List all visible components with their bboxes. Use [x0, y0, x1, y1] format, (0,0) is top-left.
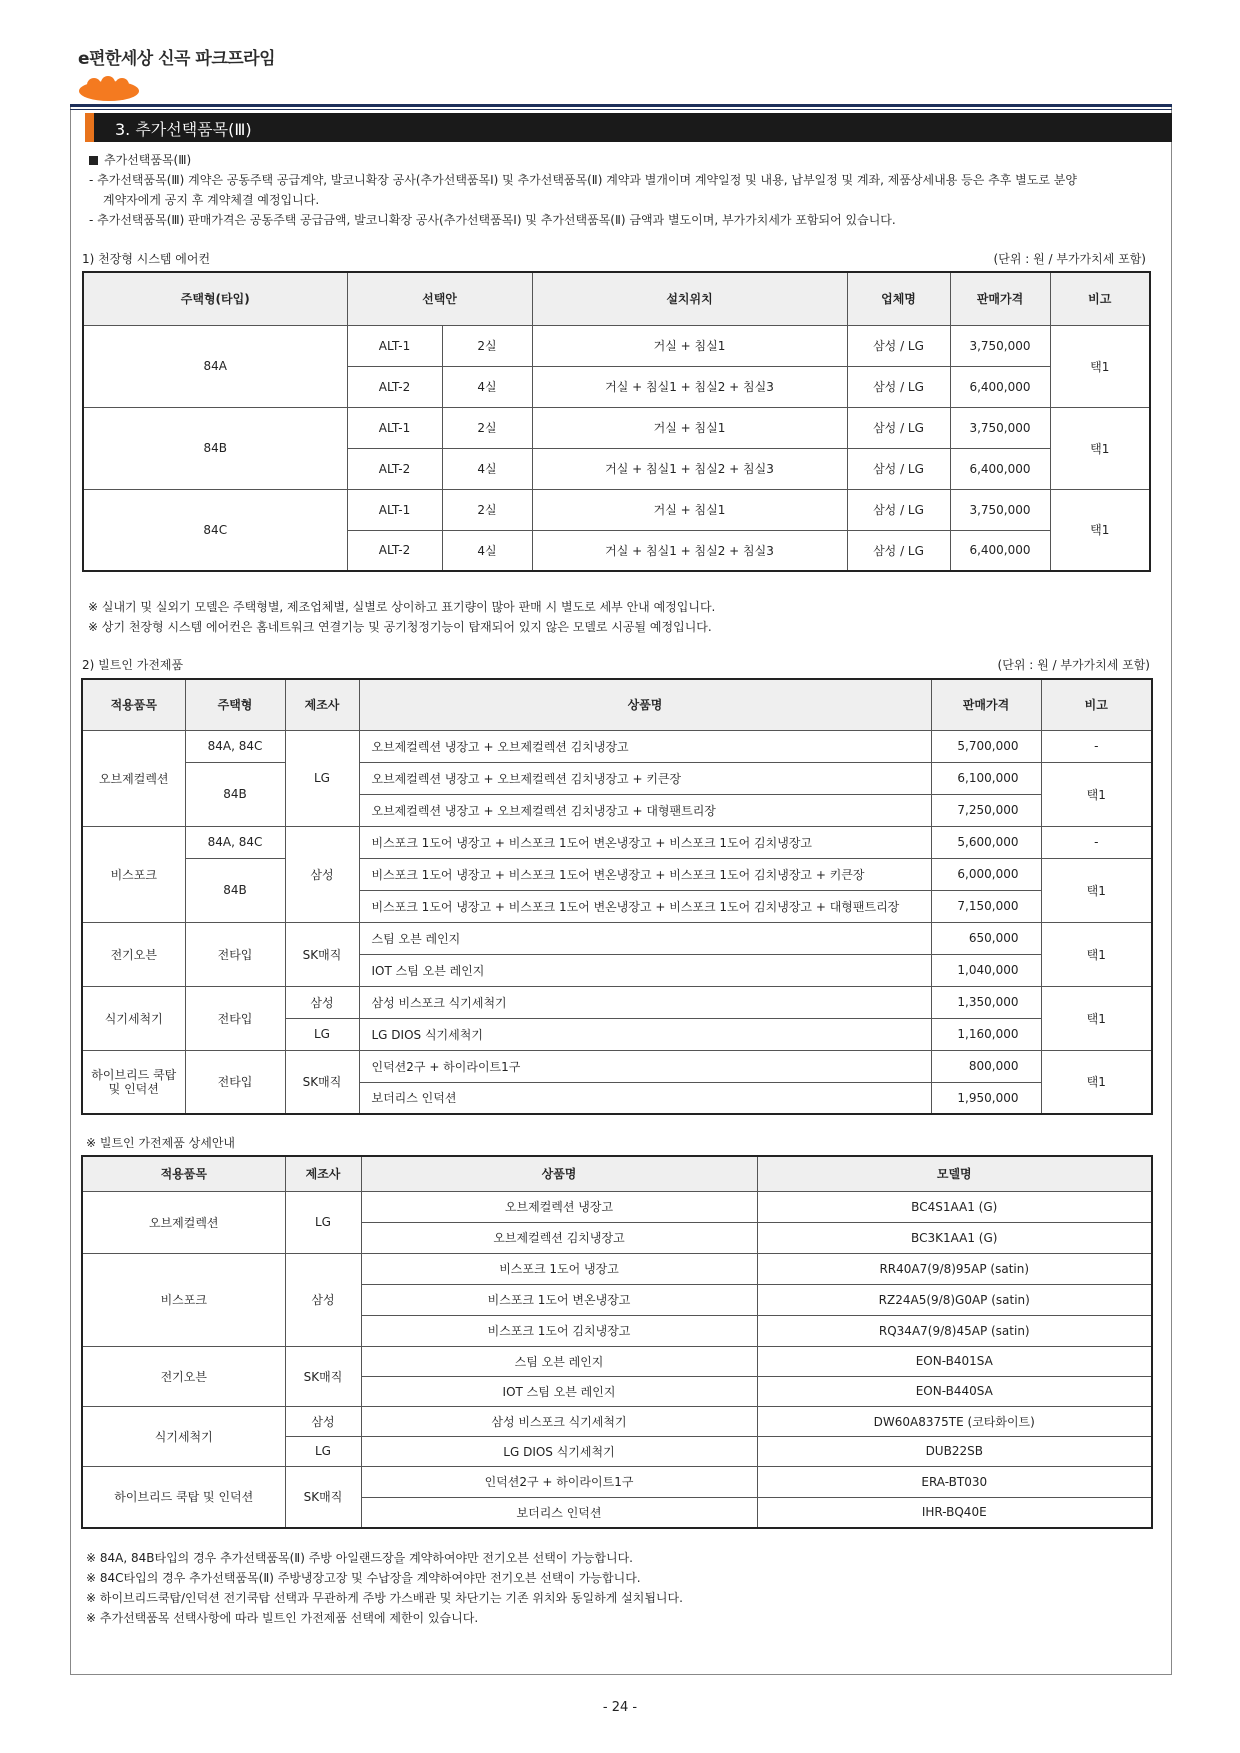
detail-model: RR40A7(9/8)95AP (satin): [757, 1253, 1152, 1284]
detail-header-item: 적용품목: [82, 1156, 285, 1191]
builtin-product: 삼성 비스포크 식기세척기: [359, 986, 931, 1018]
builtin-type: 전타입: [185, 922, 285, 986]
builtin-type: 84B: [185, 762, 285, 826]
detail-maker: LG: [285, 1191, 361, 1253]
detail-product: 인덕션2구 + 하이라이트1구: [361, 1466, 757, 1497]
aircon-vendor: 삼성 / LG: [847, 489, 950, 530]
builtin-header-item: 적용품목: [82, 679, 185, 730]
section-accent: [85, 113, 94, 142]
brand-title: e편한세상 신곡 파크프라임: [78, 49, 276, 69]
aircon-location: 거실 + 침실1 + 침실2 + 침실3: [532, 530, 847, 571]
detail-maker: SK매직: [285, 1346, 361, 1406]
detail-model: RQ34A7(9/8)45AP (satin): [757, 1315, 1152, 1346]
aircon-alt: ALT-1: [347, 407, 442, 448]
builtin-note: 택1: [1041, 922, 1152, 986]
builtin-maker: SK매직: [285, 1050, 359, 1114]
builtin-price: 1,350,000: [931, 986, 1041, 1018]
table-row: [83, 325, 1150, 366]
builtin-product: 비스포크 1도어 냉장고 + 비스포크 1도어 변온냉장고 + 비스포크 1도어 김치냉장고: [359, 826, 931, 858]
detail-header-model: 모델명: [757, 1156, 1152, 1191]
detail-model: BC3K1AA1 (G): [757, 1222, 1152, 1253]
builtin-maker: SK매직: [285, 922, 359, 986]
builtin-item: 비스포크: [82, 826, 185, 922]
aircon-alt: ALT-1: [347, 325, 442, 366]
intro-heading: [89, 150, 191, 170]
table-row: [82, 986, 1152, 1018]
detail-product: IOT 스팀 오븐 레인지: [361, 1376, 757, 1406]
aircon-location: 거실 + 침실1: [532, 489, 847, 530]
builtin-item: 식기세척기: [82, 986, 185, 1050]
detail-maker: SK매직: [285, 1466, 361, 1528]
builtin-product: 비스포크 1도어 냉장고 + 비스포크 1도어 변온냉장고 + 비스포크 1도어 김치냉장고 + 대형팬트리장: [359, 890, 931, 922]
aircon-vendor: 삼성 / LG: [847, 407, 950, 448]
detail-model: EON-B440SA: [757, 1376, 1152, 1406]
builtin-price: 6,100,000: [931, 762, 1041, 794]
table-row: [82, 922, 1152, 954]
builtin-product: 오브제컬렉션 냉장고 + 오브제컬렉션 김치냉장고 + 대형팬트리장: [359, 794, 931, 826]
table-row: [82, 1191, 1152, 1222]
aircon-header-note: 비고: [1050, 272, 1150, 325]
aircon-vendor: 삼성 / LG: [847, 448, 950, 489]
detail-model: IHR-BQ40E: [757, 1497, 1152, 1528]
intro-line-1b: 계약자에게 공지 후 계약체결 예정입니다.: [103, 193, 320, 207]
builtin-maker: LG: [285, 1018, 359, 1050]
aircon-type: 84A: [83, 325, 347, 407]
builtin-maker: LG: [285, 730, 359, 826]
detail-model: DW60A8375TE (코타화이트): [757, 1406, 1152, 1436]
table-row: [82, 1406, 1152, 1436]
builtin-price: 7,250,000: [931, 794, 1041, 826]
detail-item: 하이브리드 쿡탑 및 인덕션: [82, 1466, 285, 1528]
square-bullet-icon: [89, 156, 98, 165]
builtin-maker: 삼성: [285, 826, 359, 922]
aircon-vendor: 삼성 / LG: [847, 366, 950, 407]
header-rule-thin: [70, 109, 1172, 110]
detail-product: 스팀 오븐 레인지: [361, 1346, 757, 1376]
table-row: [82, 826, 1152, 858]
detail-maker: 삼성: [285, 1406, 361, 1436]
builtin-price: 1,040,000: [931, 954, 1041, 986]
intro-line-1: - 추가선택품목(Ⅲ) 계약은 공동주택 공급계약, 발코니확장 공사(추가선택품목Ⅰ) 및 추가선택품목(Ⅱ) 계약과 별개이며 계약일정 및 내용, 납부일정 및 계좌, 제품상세내용 등은 추후 별도로 분양: [89, 173, 1077, 187]
detail-product: 삼성 비스포크 식기세척기: [361, 1406, 757, 1436]
aircon-title: 1) 천장형 시스템 에어컨: [82, 252, 211, 266]
aircon-alt: ALT-2: [347, 448, 442, 489]
aircon-note-2: ※ 상기 천장형 시스템 에어컨은 홈네트워크 연결기능 및 공기청정기능이 탑재되어 있지 않은 모델로 시공될 예정입니다.: [88, 620, 712, 634]
detail-model: EON-B401SA: [757, 1346, 1152, 1376]
builtin-item: 하이브리드 쿡탑 및 인덕션: [82, 1050, 185, 1114]
aircon-location: 거실 + 침실1 + 침실2 + 침실3: [532, 366, 847, 407]
intro-line-2: - 추가선택품목(Ⅲ) 판매가격은 공동주택 공급금액, 발코니확장 공사(추가선택품목Ⅰ) 및 추가선택품목(Ⅱ) 금액과 별도이며, 부가가치세가 포함되어 있습니다.: [89, 213, 896, 227]
builtin-product: 오브제컬렉션 냉장고 + 오브제컬렉션 김치냉장고: [359, 730, 931, 762]
aircon-price: 6,400,000: [950, 366, 1050, 407]
detail-maker: LG: [285, 1436, 361, 1466]
builtin-product: 비스포크 1도어 냉장고 + 비스포크 1도어 변온냉장고 + 비스포크 1도어 김치냉장고 + 키큰장: [359, 858, 931, 890]
builtin-product: 인덕션2구 + 하이라이트1구: [359, 1050, 931, 1082]
table-row: [82, 1346, 1152, 1376]
builtin-product: LG DIOS 식기세척기: [359, 1018, 931, 1050]
builtin-note: 택1: [1041, 1050, 1152, 1114]
builtin-unit: (단위 : 원 / 부가가치세 포함): [997, 658, 1150, 672]
builtin-product: IOT 스팀 오븐 레인지: [359, 954, 931, 986]
table-row: [82, 762, 1152, 794]
aircon-price: 3,750,000: [950, 325, 1050, 366]
section-title: 3. 추가선택품목(Ⅲ): [115, 120, 252, 139]
detail-note-3: ※ 하이브리드쿡탑/인덕션 전기쿡탑 선택과 무관하게 주방 가스배관 및 차단기는 기존 위치와 동일하게 설치됩니다.: [86, 1591, 683, 1605]
aircon-alt: ALT-1: [347, 489, 442, 530]
detail-item: 전기오븐: [82, 1346, 285, 1406]
detail-item: 비스포크: [82, 1253, 285, 1346]
aircon-note: 택1: [1050, 407, 1150, 489]
builtin-note: 택1: [1041, 762, 1152, 826]
builtin-item: 오브제컬렉션: [82, 730, 185, 826]
builtin-header-maker: 제조사: [285, 679, 359, 730]
builtin-product: 오브제컬렉션 냉장고 + 오브제컬렉션 김치냉장고 + 키큰장: [359, 762, 931, 794]
aircon-rooms: 4실: [442, 530, 532, 571]
builtin-product: 스팀 오븐 레인지: [359, 922, 931, 954]
detail-item: 오브제컬렉션: [82, 1191, 285, 1253]
builtin-price: 5,700,000: [931, 730, 1041, 762]
table-row: [82, 858, 1152, 890]
aircon-price: 3,750,000: [950, 489, 1050, 530]
detail-item: 식기세척기: [82, 1406, 285, 1466]
builtin-table: [81, 678, 1153, 1115]
builtin-note: -: [1041, 730, 1152, 762]
builtin-type: 전타입: [185, 986, 285, 1050]
detail-maker: 삼성: [285, 1253, 361, 1346]
aircon-alt: ALT-2: [347, 530, 442, 571]
aircon-rooms: 4실: [442, 366, 532, 407]
aircon-alt: ALT-2: [347, 366, 442, 407]
header-rule: [70, 104, 1172, 107]
detail-note-2: ※ 84C타입의 경우 추가선택품목(Ⅱ) 주방냉장고장 및 수납장을 계약하여야만 전기오븐 선택이 가능합니다.: [86, 1571, 641, 1585]
detail-model: DUB22SB: [757, 1436, 1152, 1466]
aircon-rooms: 2실: [442, 407, 532, 448]
intro-heading-text: 추가선택품목(Ⅲ): [104, 153, 192, 167]
aircon-vendor: 삼성 / LG: [847, 325, 950, 366]
aircon-location: 거실 + 침실1 + 침실2 + 침실3: [532, 448, 847, 489]
detail-note-4: ※ 추가선택품목 선택사항에 따라 빌트인 가전제품 선택에 제한이 있습니다.: [86, 1611, 479, 1625]
brand-logo-icon: [78, 76, 140, 102]
section-header: [85, 113, 1172, 142]
table-row: [82, 1050, 1152, 1082]
aircon-header-location: 설치위치: [532, 272, 847, 325]
detail-header-maker: 제조사: [285, 1156, 361, 1191]
detail-header-product: 상품명: [361, 1156, 757, 1191]
detail-product: 비스포크 1도어 냉장고: [361, 1253, 757, 1284]
aircon-header-option: 선택안: [347, 272, 532, 325]
builtin-item: 전기오븐: [82, 922, 185, 986]
aircon-note: 택1: [1050, 325, 1150, 407]
detail-model: ERA-BT030: [757, 1466, 1152, 1497]
builtin-price: 6,000,000: [931, 858, 1041, 890]
builtin-type: 84A, 84C: [185, 826, 285, 858]
builtin-price: 800,000: [931, 1050, 1041, 1082]
page-number: - 24 -: [602, 1700, 638, 1715]
aircon-table: [82, 271, 1151, 572]
table-row: [82, 1253, 1152, 1284]
builtin-price: 1,950,000: [931, 1082, 1041, 1114]
builtin-price: 650,000: [931, 922, 1041, 954]
detail-note-1: ※ 84A, 84B타입의 경우 추가선택품목(Ⅱ) 주방 아일랜드장을 계약하여야만 전기오븐 선택이 가능합니다.: [86, 1551, 633, 1565]
table-row: [82, 730, 1152, 762]
aircon-unit: (단위 : 원 / 부가가치세 포함): [993, 252, 1146, 266]
aircon-header-type: 주택형(타입): [83, 272, 347, 325]
aircon-header-price: 판매가격: [950, 272, 1050, 325]
table-row: [83, 489, 1150, 530]
detail-product: 오브제컬렉션 김치냉장고: [361, 1222, 757, 1253]
builtin-price: 5,600,000: [931, 826, 1041, 858]
aircon-type: 84C: [83, 489, 347, 571]
builtin-note: -: [1041, 826, 1152, 858]
builtin-title: 2) 빌트인 가전제품: [82, 658, 184, 672]
detail-product: 비스포크 1도어 변온냉장고: [361, 1284, 757, 1315]
builtin-header-price: 판매가격: [931, 679, 1041, 730]
builtin-price: 7,150,000: [931, 890, 1041, 922]
builtin-price: 1,160,000: [931, 1018, 1041, 1050]
builtin-maker: 삼성: [285, 986, 359, 1018]
builtin-note: 택1: [1041, 986, 1152, 1050]
aircon-price: 3,750,000: [950, 407, 1050, 448]
builtin-header-product: 상품명: [359, 679, 931, 730]
detail-product: LG DIOS 식기세척기: [361, 1436, 757, 1466]
table-row: [82, 1466, 1152, 1497]
table-row: [83, 407, 1150, 448]
aircon-vendor: 삼성 / LG: [847, 530, 950, 571]
aircon-rooms: 2실: [442, 325, 532, 366]
detail-table: [81, 1155, 1153, 1529]
detail-model: BC4S1AA1 (G): [757, 1191, 1152, 1222]
aircon-note-1: ※ 실내기 및 실외기 모델은 주택형별, 제조업체별, 실별로 상이하고 표기량이 많아 판매 시 별도로 세부 안내 예정입니다.: [88, 600, 716, 614]
aircon-location: 거실 + 침실1: [532, 407, 847, 448]
builtin-type: 전타입: [185, 1050, 285, 1114]
detail-product: 비스포크 1도어 김치냉장고: [361, 1315, 757, 1346]
builtin-product: 보더리스 인덕션: [359, 1082, 931, 1114]
builtin-header-type: 주택형: [185, 679, 285, 730]
aircon-note: 택1: [1050, 489, 1150, 571]
detail-title: ※ 빌트인 가전제품 상세안내: [86, 1136, 236, 1150]
aircon-price: 6,400,000: [950, 448, 1050, 489]
builtin-header-note: 비고: [1041, 679, 1152, 730]
aircon-location: 거실 + 침실1: [532, 325, 847, 366]
aircon-header-vendor: 업체명: [847, 272, 950, 325]
builtin-type: 84B: [185, 858, 285, 922]
detail-product: 보더리스 인덕션: [361, 1497, 757, 1528]
builtin-note: 택1: [1041, 858, 1152, 922]
detail-product: 오브제컬렉션 냉장고: [361, 1191, 757, 1222]
detail-model: RZ24A5(9/8)G0AP (satin): [757, 1284, 1152, 1315]
aircon-price: 6,400,000: [950, 530, 1050, 571]
aircon-rooms: 4실: [442, 448, 532, 489]
builtin-type: 84A, 84C: [185, 730, 285, 762]
aircon-type: 84B: [83, 407, 347, 489]
aircon-rooms: 2실: [442, 489, 532, 530]
